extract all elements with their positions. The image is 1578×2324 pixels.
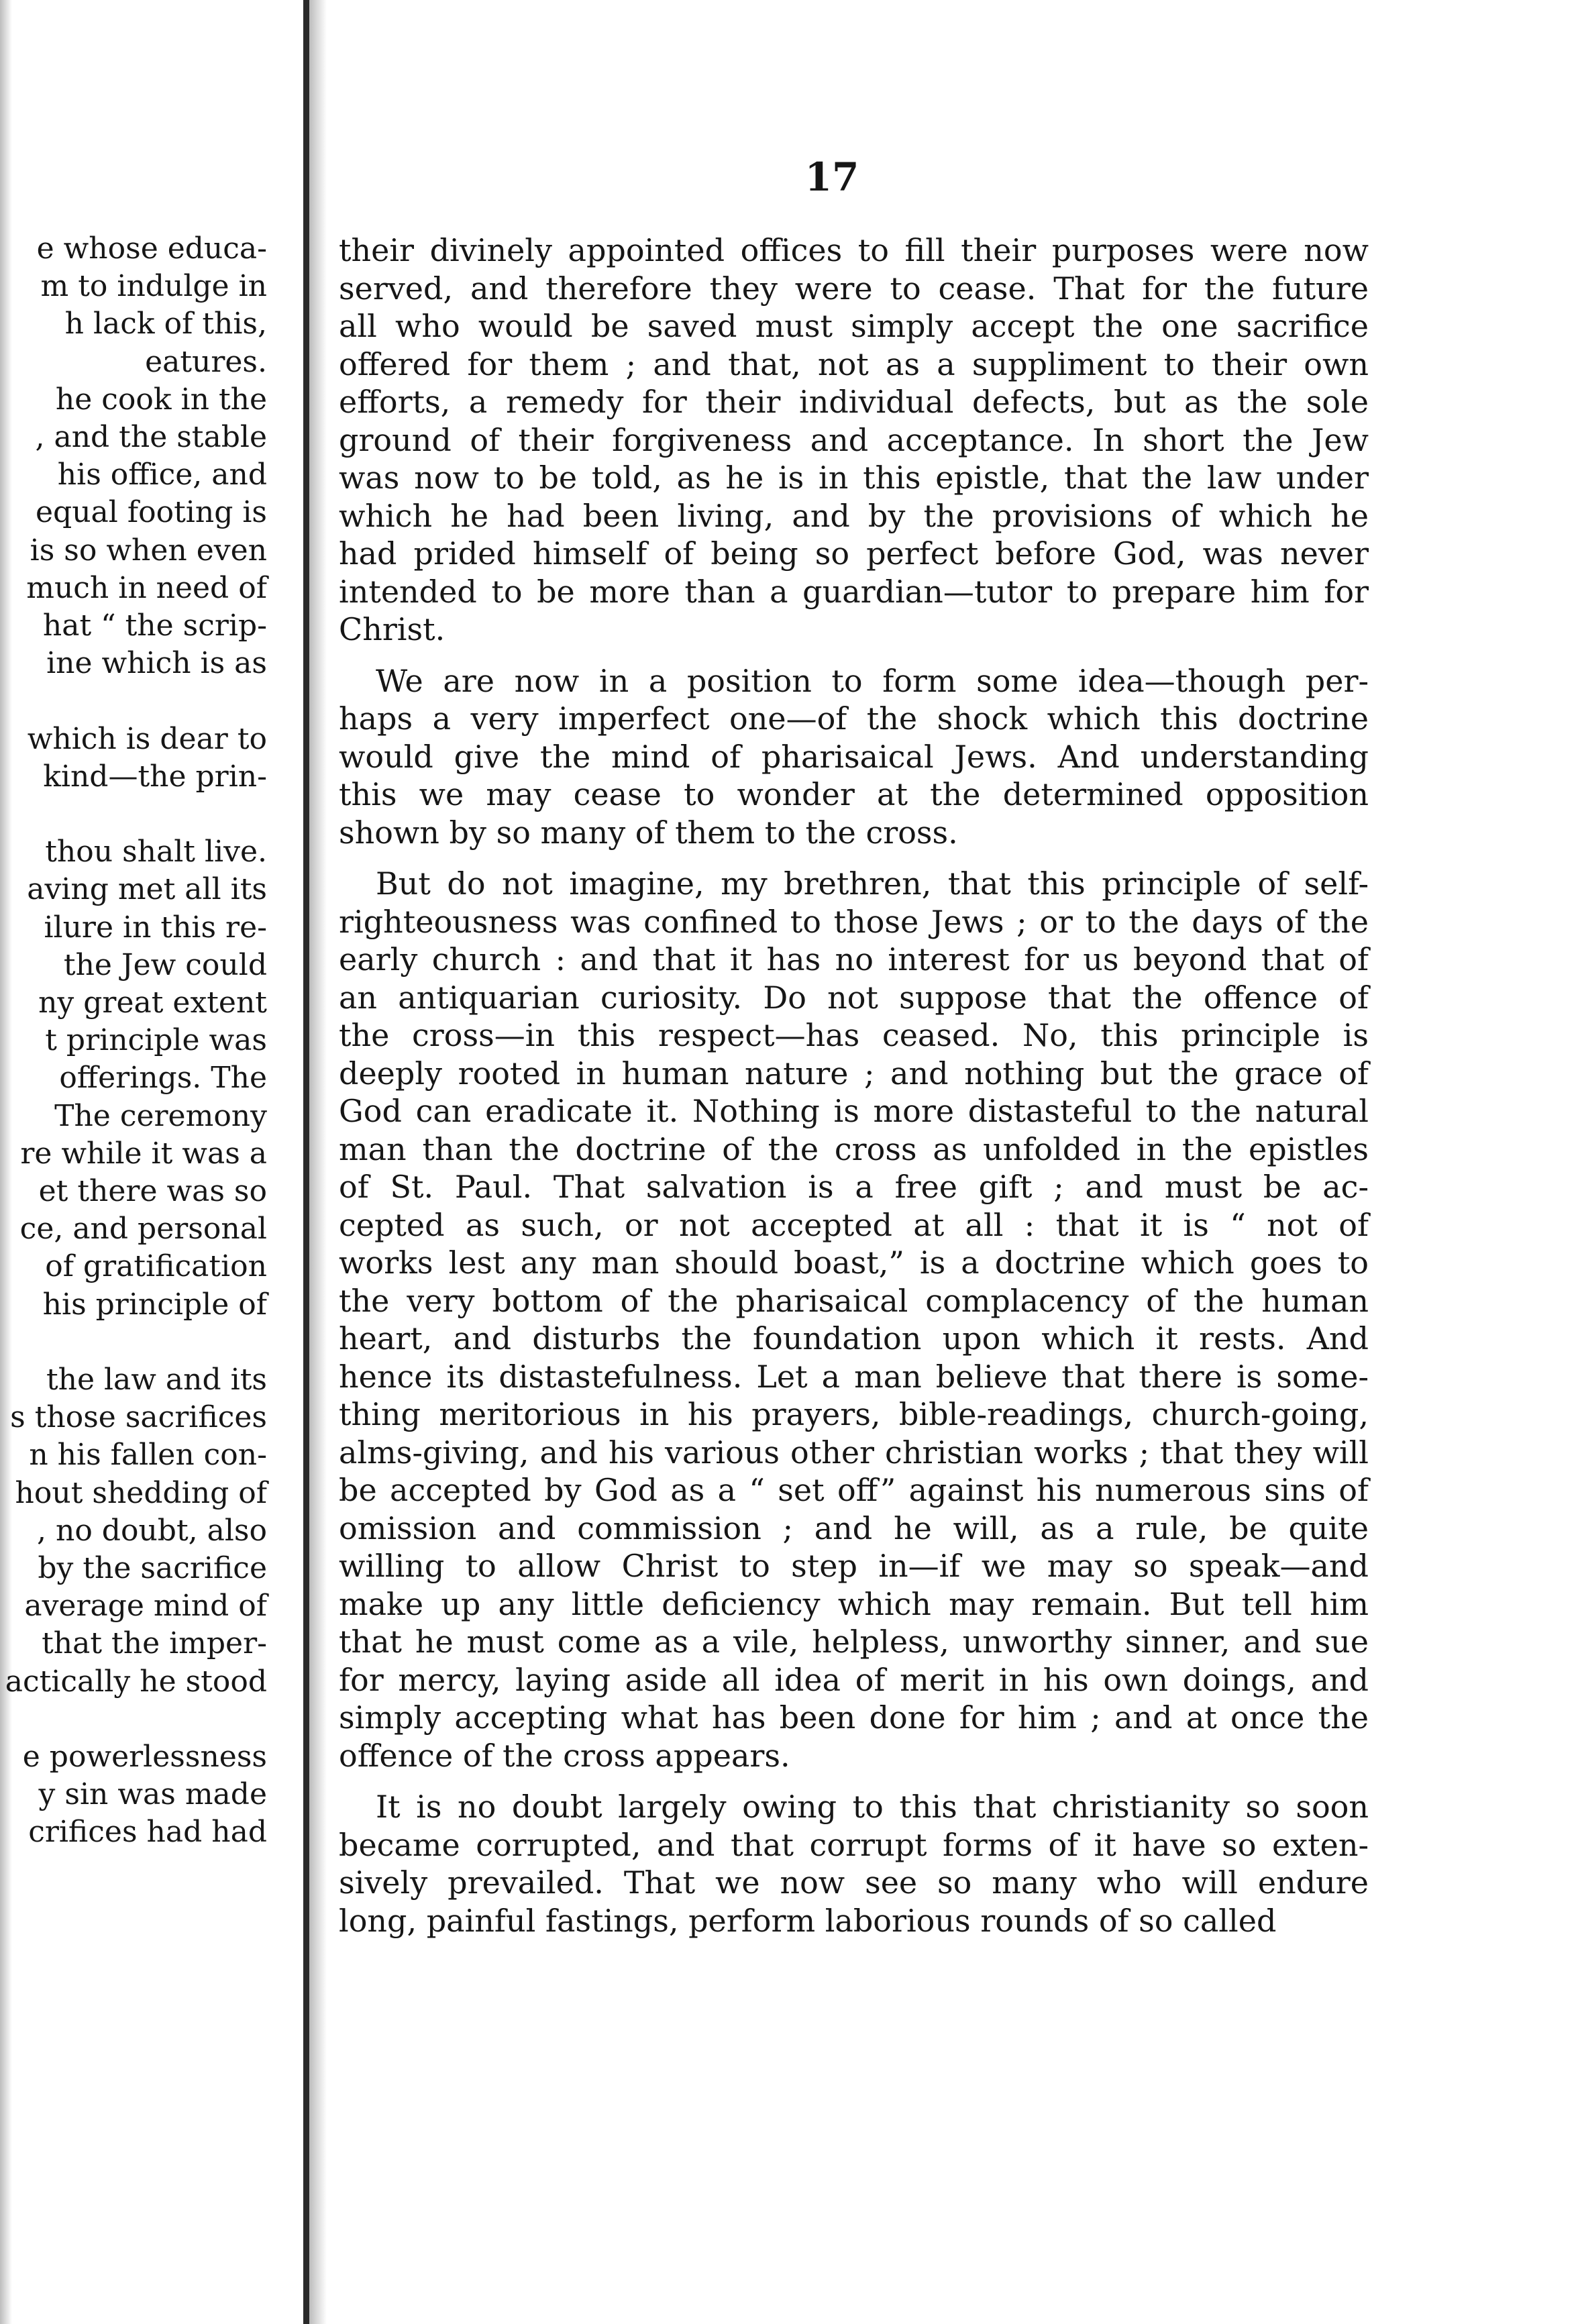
- left-line: s those sacrifices: [10, 1400, 267, 1435]
- text-line: that he must come as a vile, helpless, unworthy sinner, and sue: [339, 1624, 1369, 1660]
- left-line: t principle was: [45, 1023, 267, 1058]
- left-page-fragment: [0, 231, 275, 2110]
- text-line: thing meritorious in his prayers, bible-readings, church-going,: [339, 1396, 1369, 1432]
- left-line: ce, and personal: [19, 1212, 267, 1247]
- text-line: which he had been living, and by the provisions of which he: [339, 497, 1369, 534]
- left-line: much in need of: [26, 570, 267, 605]
- text-line: efforts, a remedy for their individual defects, but as the sole: [339, 384, 1369, 420]
- left-line: is so when even: [30, 533, 267, 568]
- gutter-shadow: [309, 0, 327, 2324]
- text-line: willing to allow Christ to step in—if we may so speak—and: [339, 1548, 1369, 1584]
- paragraph: [339, 231, 1369, 649]
- left-line: the Jew could: [63, 947, 267, 982]
- left-line: eatures.: [145, 344, 267, 379]
- text-line: of St. Paul. That salvation is a free gift ; and must be ac-: [339, 1169, 1369, 1205]
- text-line: for mercy, laying aside all idea of merit in his own doings, and: [339, 1661, 1369, 1698]
- left-line: n his fallen con-: [29, 1438, 267, 1473]
- left-line: , and the stable: [35, 420, 267, 454]
- left-line: ine which is as: [46, 646, 267, 681]
- text-line: make up any little deficiency which may remain. But tell him: [339, 1585, 1369, 1622]
- text-line: would give the mind of pharisaical Jews. And understanding: [339, 738, 1369, 775]
- left-line: his office, and: [57, 458, 267, 492]
- text-line: simply accepting what has been done for him ; and at once the: [339, 1699, 1369, 1736]
- text-line: works lest any man should boast,” is a doctrine which goes to: [339, 1245, 1369, 1281]
- text-line: early church : and that it has no interest for us beyond that of: [339, 941, 1369, 978]
- text-line: served, and therefore they were to cease. That for the future: [339, 270, 1369, 307]
- page-body: [339, 231, 1369, 1940]
- text-line: became corrupted, and that corrupt forms of it have so exten-: [339, 1826, 1369, 1863]
- text-line: omission and commission ; and he will, as a rule, be quite: [339, 1510, 1369, 1546]
- left-line: crifices had had: [28, 1815, 267, 1850]
- left-line: by the sacrifice: [38, 1551, 267, 1585]
- left-line: ilure in this re-: [44, 910, 267, 945]
- left-line: e powerlessness: [22, 1740, 267, 1774]
- left-line: y sin was made: [38, 1777, 267, 1812]
- text-line: had prided himself of being so perfect before God, was never: [339, 535, 1369, 572]
- text-line: be accepted by God as a “ set off” against his numerous sins of: [339, 1472, 1369, 1508]
- left-line: offerings. The: [59, 1061, 267, 1096]
- left-line: aving met all its: [27, 872, 267, 907]
- left-line: The ceremony: [54, 1098, 267, 1133]
- text-line: the cross—in this respect—has ceased. No, this principle is: [339, 1017, 1369, 1053]
- text-line: an antiquarian curiosity. Do not suppose that the offence of: [339, 979, 1369, 1016]
- left-line: hat “ the scrip-: [42, 609, 267, 643]
- left-line: actically he stood: [5, 1664, 267, 1699]
- text-line: haps a very imperfect one—of the shock which this doctrine: [339, 700, 1369, 737]
- paragraph-gap: [339, 851, 1369, 865]
- text-line: God can eradicate it. Nothing is more distasteful to the natural: [339, 1093, 1369, 1129]
- left-line: equal footing is: [36, 495, 267, 530]
- text-line: shown by so many of them to the cross.: [339, 814, 958, 851]
- text-line: offence of the cross appears.: [339, 1737, 790, 1774]
- left-line: thou shalt live.: [45, 835, 267, 869]
- text-line: We are now in a position to form some idea—though per-: [376, 662, 1369, 699]
- text-line: ground of their forgiveness and acceptance. In short the Jew: [339, 421, 1369, 458]
- text-line: righteousness was confined to those Jews ; or to the days of the: [339, 903, 1369, 940]
- text-line: long, painful fastings, perform laborious rounds of so called: [339, 1902, 1277, 1939]
- left-line: m to indulge in: [40, 269, 267, 304]
- left-line: e whose educa-: [36, 231, 267, 266]
- text-line: all who would be saved must simply accept the one sacrifice: [339, 308, 1369, 344]
- left-line: ny great extent: [38, 986, 267, 1020]
- paragraph: [339, 865, 1369, 1775]
- left-line: h lack of this,: [64, 307, 267, 341]
- page-number: 17: [804, 154, 859, 200]
- text-line: their divinely appointed offices to fill their purposes were now: [339, 232, 1369, 268]
- left-line: average mind of: [24, 1589, 267, 1624]
- left-line: of gratification: [45, 1249, 267, 1284]
- left-line: the law and its: [46, 1363, 267, 1397]
- text-line: It is no doubt largely owing to this that christianity so soon: [376, 1789, 1369, 1825]
- text-line: offered for them ; and that, not as a suppliment to their own: [339, 346, 1369, 382]
- text-line: intended to be more than a guardian—tutor to prepare him for: [339, 573, 1369, 610]
- left-line: hout shedding of: [15, 1475, 267, 1510]
- paragraph-gap: [339, 1775, 1369, 1788]
- text-line: alms-giving, and his various other christian works ; that they will: [339, 1434, 1369, 1471]
- book-gutter: [303, 0, 309, 2324]
- left-line: kind—the prin-: [43, 759, 267, 794]
- text-line: sively prevailed. That we now see so many who will endure: [339, 1864, 1369, 1901]
- text-line: the very bottom of the pharisaical complacency of the human: [339, 1282, 1369, 1319]
- paragraph: [339, 662, 1369, 852]
- paragraph: [339, 1788, 1369, 1940]
- left-line: et there was so: [38, 1174, 267, 1208]
- text-line: cepted as such, or not accepted at all : that it is “ not of: [339, 1206, 1369, 1243]
- text-line: But do not imagine, my brethren, that this principle of self-: [376, 865, 1369, 902]
- left-line: which is dear to: [27, 721, 267, 756]
- text-line: man than the doctrine of the cross as unfolded in the epistles: [339, 1130, 1369, 1167]
- left-line: his principle of: [42, 1287, 267, 1322]
- paragraph-gap: [339, 649, 1369, 662]
- text-line: hence its distastefulness. Let a man believe that there is some-: [339, 1358, 1369, 1395]
- left-line: he cook in the: [55, 382, 267, 417]
- text-line: Christ.: [339, 611, 445, 647]
- text-line: deeply rooted in human nature ; and nothing but the grace of: [339, 1055, 1369, 1092]
- text-line: was now to be told, as he is in this epistle, that the law under: [339, 460, 1369, 496]
- text-line: this we may cease to wonder at the determined opposition: [339, 776, 1369, 812]
- text-line: heart, and disturbs the foundation upon which it rests. And: [339, 1320, 1369, 1357]
- left-line: that the imper-: [42, 1626, 267, 1661]
- left-line: , no doubt, also: [37, 1513, 267, 1548]
- left-line: re while it was a: [20, 1136, 267, 1171]
